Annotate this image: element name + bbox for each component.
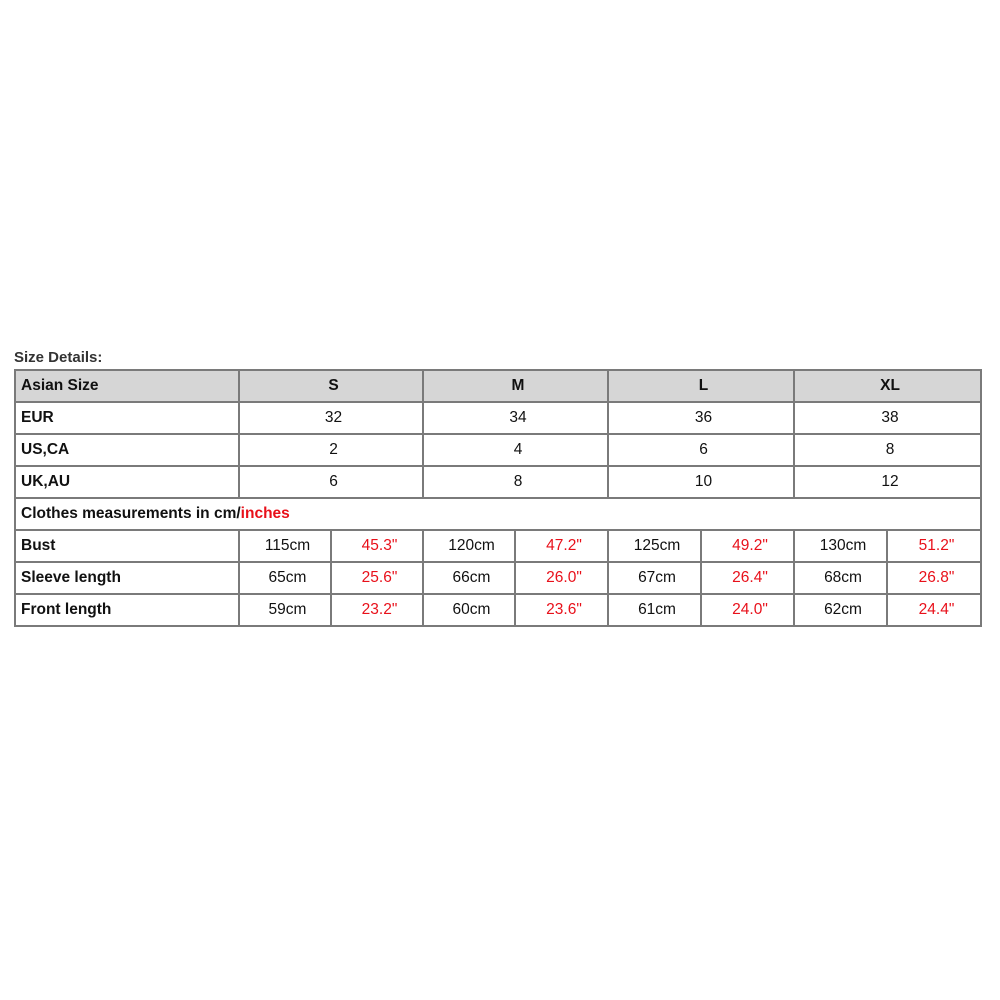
inch-value: 23.2" <box>331 594 423 626</box>
size-details-section <box>14 347 980 627</box>
measurement-heading-highlight: inches <box>240 505 290 522</box>
table-row <box>15 562 981 594</box>
row-label-eur: EUR <box>15 402 239 434</box>
size-value: 6 <box>608 434 794 466</box>
size-chart-table <box>14 369 982 627</box>
size-header-l: L <box>608 370 794 402</box>
cm-value: 61cm <box>608 594 701 626</box>
size-value: 6 <box>239 466 423 498</box>
cm-value: 67cm <box>608 562 701 594</box>
size-value: 8 <box>423 466 608 498</box>
measurement-heading-row <box>15 498 981 530</box>
size-details-title: Size Details: <box>14 349 103 366</box>
size-value: 34 <box>423 402 608 434</box>
inch-value: 23.6" <box>515 594 608 626</box>
row-label-front-length: Front length <box>15 594 239 626</box>
asian-size-label: Asian Size <box>15 370 239 402</box>
table-row <box>15 530 981 562</box>
cm-value: 60cm <box>423 594 515 626</box>
size-header-xl: XL <box>794 370 981 402</box>
cm-value: 66cm <box>423 562 515 594</box>
cm-value: 120cm <box>423 530 515 562</box>
table-row <box>15 594 981 626</box>
cm-value: 62cm <box>794 594 887 626</box>
size-value: 36 <box>608 402 794 434</box>
row-label-us-ca: US,CA <box>15 434 239 466</box>
table-row <box>15 434 981 466</box>
cm-value: 115cm <box>239 530 331 562</box>
cm-value: 65cm <box>239 562 331 594</box>
inch-value: 24.4" <box>887 594 981 626</box>
measurement-heading <box>15 498 981 530</box>
table-row <box>15 466 981 498</box>
size-header-s: S <box>239 370 423 402</box>
inch-value: 24.0" <box>701 594 794 626</box>
size-value: 32 <box>239 402 423 434</box>
size-value: 10 <box>608 466 794 498</box>
row-label-uk-au: UK,AU <box>15 466 239 498</box>
inch-value: 25.6" <box>331 562 423 594</box>
inch-value: 26.8" <box>887 562 981 594</box>
size-value: 12 <box>794 466 981 498</box>
cm-value: 130cm <box>794 530 887 562</box>
size-value: 8 <box>794 434 981 466</box>
inch-value: 45.3" <box>331 530 423 562</box>
cm-value: 125cm <box>608 530 701 562</box>
row-label-sleeve-length: Sleeve length <box>15 562 239 594</box>
row-label-bust: Bust <box>15 530 239 562</box>
inch-value: 49.2" <box>701 530 794 562</box>
size-header-m: M <box>423 370 608 402</box>
size-value: 38 <box>794 402 981 434</box>
inch-value: 26.0" <box>515 562 608 594</box>
measurement-heading-prefix: Clothes measurements in cm/ <box>21 505 241 522</box>
size-value: 4 <box>423 434 608 466</box>
table-header-row <box>15 370 981 402</box>
inch-value: 51.2" <box>887 530 981 562</box>
inch-value: 26.4" <box>701 562 794 594</box>
cm-value: 59cm <box>239 594 331 626</box>
inch-value: 47.2" <box>515 530 608 562</box>
cm-value: 68cm <box>794 562 887 594</box>
table-row <box>15 402 981 434</box>
size-value: 2 <box>239 434 423 466</box>
